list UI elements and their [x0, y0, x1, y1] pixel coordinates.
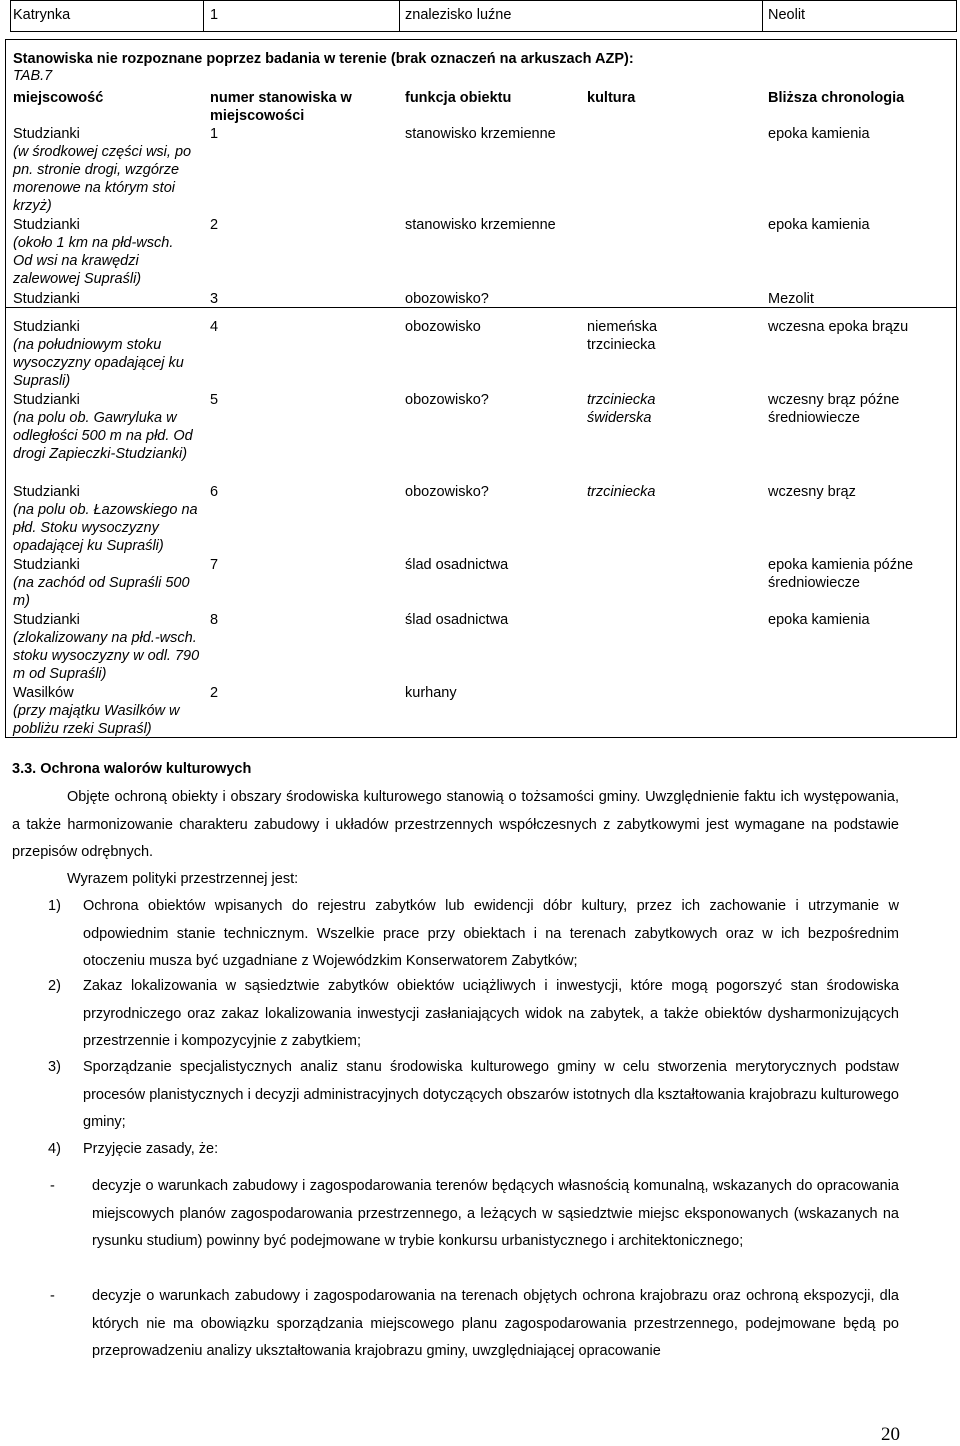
row-chronology: epoka kamienia późne średniowiecze	[768, 557, 914, 591]
row-note: (zlokalizowany na płd.-wsch. stoku wysoczyzny w odl. 790 m od Supraśli)	[13, 630, 200, 682]
row-chronology: wczesna epoka brązu	[768, 319, 909, 335]
row-chronology: wczesny brąz późne średniowiecze	[768, 392, 900, 426]
row-note: (około 1 km na płd-wsch. Od wsi na krawędzi zalewowej Supraśli)	[13, 235, 174, 287]
row-place: Studzianki	[13, 484, 80, 500]
row-number: 1	[210, 126, 219, 142]
top-cell-function: znalezisko luźne	[405, 7, 512, 23]
header-function: funkcja obiektu	[405, 90, 512, 106]
list-item	[48, 1054, 899, 1137]
dash-item	[50, 1173, 899, 1256]
row-place: Studzianki	[13, 126, 80, 142]
top-cell-number: 1	[210, 7, 219, 23]
row-chronology: epoka kamienia	[768, 612, 870, 628]
list-number: 3)	[48, 1059, 61, 1075]
row-number: 6	[210, 484, 219, 500]
dash-text: decyzje o warunkach zabudowy i zagospodarowania na terenach objętych ochrona krajobrazu oraz ochroną ekspozycji, dla których nie ma obowiązku sporządzania miejscowego planu zagospodarowania przestrzennego, podejmowane będą po przeprowadzeniu analizy ukształtowania krajobrazu gminy, uwzględniającej opracowanie	[92, 1288, 899, 1359]
list-item	[48, 973, 899, 1056]
row-culture: trzciniecka świderska	[587, 392, 656, 426]
row-function: obozowisko	[405, 319, 481, 335]
list-text: Sporządzanie specjalistycznych analiz stanu środowiska kulturowego gminy w celu stworzenia merytorycznych podstaw procesów planistycznych i decyzji administracyjnych dotyczących obszarów istotnych dla kształtowania krajobrazu kulturowego gminy;	[83, 1059, 899, 1130]
top-cell-chronology: Neolit	[768, 7, 806, 23]
list-text: Ochrona obiektów wpisanych do rejestru zabytków lub ewidencji dóbr kultury, przez ich zachowanie i utrzymanie w odpowiednim stanie technicznym. Wszelkie prace przy obiektach i na terenach zabytkowych oraz w ich bezpośrednim otoczeniu musza być uzgadniane z Wojewódzkim Konserwatorem Zabytków;	[83, 898, 899, 969]
dash-item	[50, 1283, 899, 1366]
row-number: 4	[210, 319, 219, 335]
row-number: 5	[210, 392, 219, 408]
list-item	[48, 1136, 899, 1164]
table-row	[13, 216, 193, 288]
row-place: Studzianki	[13, 217, 80, 233]
list-number: 2)	[48, 978, 61, 994]
row-function: obozowisko?	[405, 392, 489, 408]
table-row	[13, 611, 203, 683]
header-place: miejscowość	[13, 90, 104, 106]
row-number: 2	[210, 685, 219, 701]
table-row	[13, 684, 203, 738]
dash-mark: -	[50, 1178, 55, 1194]
header-chronology: Bliższa chronologia	[768, 90, 905, 106]
row-place: Studzianki	[13, 557, 80, 573]
row-note: (w środkowej części wsi, po pn. stronie drogi, wzgórze morenowe na którym stoi krzyż)	[13, 144, 192, 214]
row-note: (na polu ob. Łazowskiego na płd. Stoku wysoczyzny opadającej ku Supraśli)	[13, 502, 198, 554]
row-function: stanowisko krzemienne	[405, 126, 556, 142]
row-chronology: epoka kamienia	[768, 126, 870, 142]
list-item	[48, 893, 899, 976]
row-function: obozowisko?	[405, 484, 489, 500]
table-row	[13, 391, 198, 463]
table-row	[13, 318, 203, 390]
table-row	[13, 483, 203, 555]
dash-text: decyzje o warunkach zabudowy i zagospodarowania terenów będących własnością komunalną, wskazanych do opracowania miejscowych planów zagospodarowania przestrzennego, a leżących w sąsiedztwie miejsc eksponowanych (wskazanych na rysunku studium) powinny być podejmowane w trybie konkursu urbanistycznego i architektonicznego;	[92, 1178, 899, 1249]
table-label: TAB.7	[13, 68, 53, 84]
section-intro: Wyrazem polityki przestrzennej jest:	[67, 871, 299, 887]
header-culture: kultura	[587, 90, 636, 106]
row-place: Wasilków	[13, 685, 74, 701]
row-chronology: epoka kamienia	[768, 217, 870, 233]
row-number: 7	[210, 557, 219, 573]
row-place: Studzianki	[13, 612, 80, 628]
row-chronology: Mezolit	[768, 291, 814, 307]
list-number: 4)	[48, 1141, 61, 1157]
row-function: obozowisko?	[405, 291, 489, 307]
row-note: (na polu ob. Gawryluka w odległości 500 m na płd. Od drogi Zapieczki-Studzianki)	[13, 410, 193, 462]
list-number: 1)	[48, 898, 61, 914]
page-number: 20	[881, 1424, 900, 1445]
table-row	[13, 556, 193, 610]
row-culture: niemeńska trzciniecka	[587, 319, 658, 353]
list-text: Zakaz lokalizowania w sąsiedztwie zabytków obiektów uciążliwych i inwestycji, które mogą pogorszyć stan środowiska przyrodniczego oraz zakaz lokalizowania inwestycji zasłaniających widok na zabytek, a także obiektów dysharmonizujących przestrzennie i kompozycyjnie z zabytkiem;	[83, 978, 899, 1049]
list-text: Przyjęcie zasady, że:	[83, 1141, 219, 1157]
header-number: numer stanowiska w miejscowości	[210, 90, 352, 124]
row-note: (na zachód od Supraśli 500 m)	[13, 575, 190, 609]
row-note: (przy majątku Wasilków w pobliżu rzeki Supraśl)	[13, 703, 180, 737]
row-number: 3	[210, 291, 219, 307]
table-caption: Stanowiska nie rozpoznane poprzez badania w terenie (brak oznaczeń na arkuszach AZP):	[13, 51, 634, 67]
row-function: ślad osadnictwa	[405, 612, 509, 628]
section-paragraph: Objęte ochroną obiekty i obszary środowiska kulturowego stanowią o tożsamości gminy. Uwzględnienie faktu ich występowania, a także harmonizowanie charakteru zabudowy i układów przestrzennych współczesnych z zabytkowymi jest wymagane na podstawie przepisów odrębnych.	[12, 789, 899, 860]
top-cell-place: Katrynka	[13, 7, 71, 23]
table-row	[13, 125, 193, 215]
row-chronology: wczesny brąz	[768, 484, 856, 500]
row-function: ślad osadnictwa	[405, 557, 509, 573]
row-place: Studzianki	[13, 392, 80, 408]
row-function: stanowisko krzemienne	[405, 217, 556, 233]
row-culture: trzciniecka	[587, 484, 656, 500]
row-number: 8	[210, 612, 219, 628]
row-place: Studzianki	[13, 291, 80, 307]
section-heading: 3.3. Ochrona walorów kulturowych	[12, 761, 252, 777]
row-function: kurhany	[405, 685, 457, 701]
row-place: Studzianki	[13, 319, 80, 335]
dash-mark: -	[50, 1288, 55, 1304]
row-number: 2	[210, 217, 219, 233]
row-note: (na południowym stoku wysoczyzny opadającej ku Suprasli)	[13, 337, 184, 389]
